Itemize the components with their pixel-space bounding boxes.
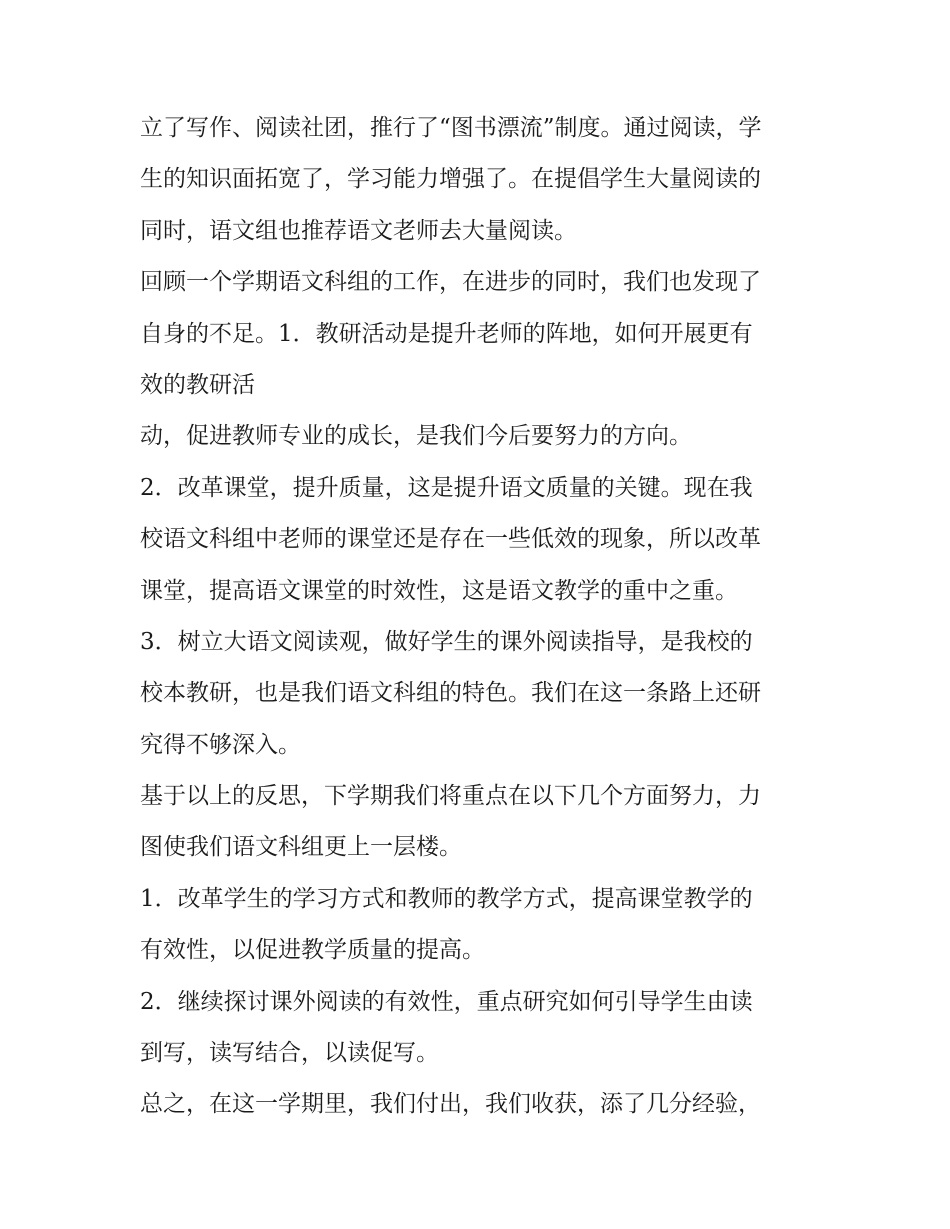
text-line: 课堂，提高语文课堂的时效性，这是语文教学的重中之重。 — [140, 577, 738, 604]
text-line: 同时，语文组也推荐语文老师去大量阅读。 — [140, 217, 577, 244]
document-body — [140, 103, 820, 1131]
text-line: 自身的不足。1．教研活动是提升老师的阵地，如何开展更有 — [140, 320, 753, 347]
text-line: 1．改革学生的学习方式和教师的教学方式，提高课堂教学的 — [140, 885, 753, 912]
text-line: 基于以上的反思，下学期我们将重点在以下几个方面努力，力 — [140, 783, 761, 810]
text-line: 生的知识面拓宽了，学习能力增强了。在提倡学生大量阅读的 — [140, 166, 761, 193]
text-line: 究得不够深入。 — [140, 731, 301, 758]
text-line: 3．树立大语文阅读观，做好学生的课外阅读指导，是我校的 — [140, 628, 753, 655]
text-line: 到写，读写结合，以读促写。 — [140, 1040, 439, 1067]
text-line: 有效性，以促进教学质量的提高。 — [140, 937, 485, 964]
text-line: 图使我们语文科组更上一层楼。 — [140, 834, 462, 861]
text-line: 效的教研活 — [140, 371, 255, 398]
text-line: 总之，在这一学期里，我们付出，我们收获，添了几分经验， — [140, 1091, 761, 1118]
text-line: 立了写作、阅读社团，推行了“图书漂流”制度。通过阅读，学 — [140, 115, 762, 141]
text-line: 回顾一个学期语文科组的工作，在进步的同时，我们也发现了 — [140, 269, 761, 296]
text-line: 校语文科组中老师的课堂还是存在一些低效的现象，所以改革 — [140, 526, 761, 553]
text-line: 2．改革课堂，提升质量，这是提升语文质量的关键。现在我 — [140, 474, 753, 501]
text-line: 动，促进教师专业的成长，是我们今后要努力的方向。 — [140, 423, 692, 450]
text-line: 校本教研，也是我们语文科组的特色。我们在这一条路上还研 — [140, 680, 761, 707]
text-line: 2．继续探讨课外阅读的有效性，重点研究如何引导学生由读 — [140, 988, 753, 1015]
